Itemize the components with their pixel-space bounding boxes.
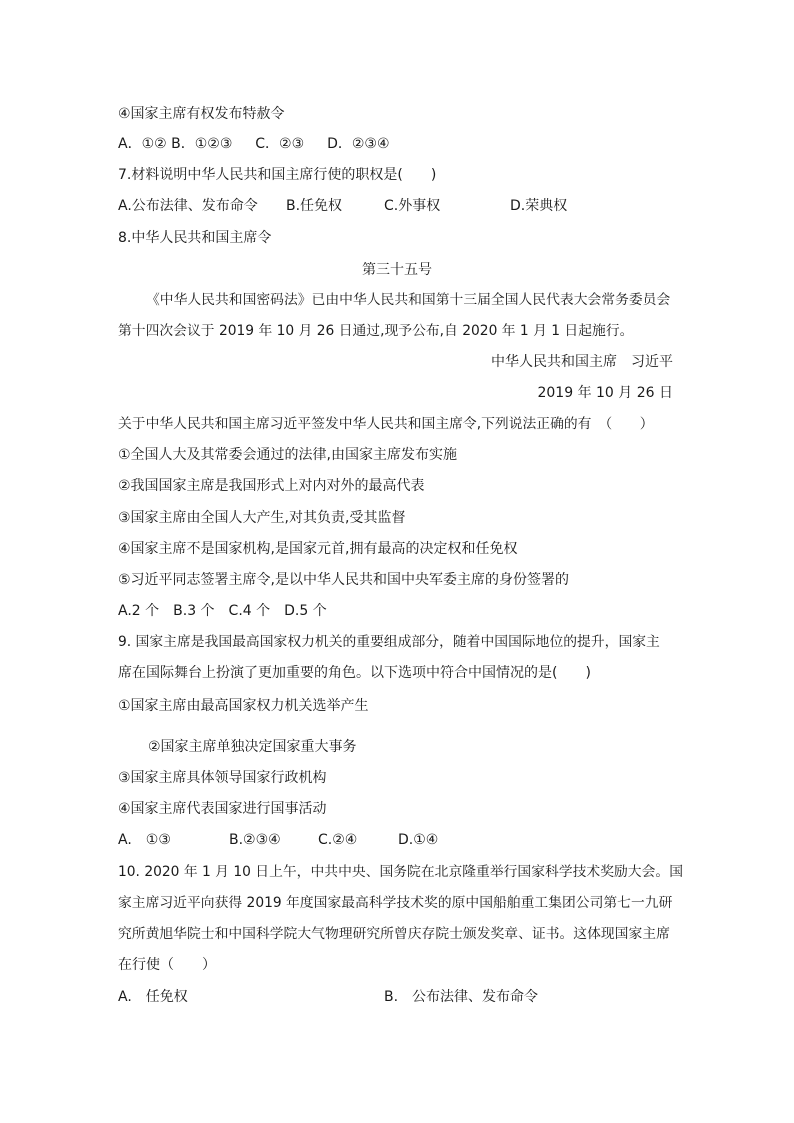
q8-item-1: ①全国人大及其常委会通过的法律,由国家主席发布实施 (118, 447, 457, 463)
q8-options: A.2 个 B.3 个 C.4 个 D.5 个 (118, 603, 327, 619)
q8-item-2: ②我国国家主席是我国形式上对内对外的最高代表 (118, 478, 425, 494)
q10-stem-line-2: 家主席习近平向获得 2019 年度国家最高科学技术奖的原中国船舶重工集团公司第七一九研 (118, 895, 673, 911)
q8-item-5: ⑤习近平同志签署主席令,是以中华人民共和国中央军委主席的身份签署的 (118, 572, 569, 588)
q7-option-b: B.任免权 (286, 198, 343, 214)
q8-stem: 关于中华人民共和国主席习近平签发中华人民共和国主席令,下列说法正确的有 （ ） (118, 416, 654, 432)
q10-option-b: B. 公布法律、发布命令 (384, 989, 539, 1005)
q9-item-4: ④国家主席代表国家进行国事活动 (118, 801, 327, 817)
q10-stem-line-1: 10. 2020 年 1 月 10 日上午，中共中央、国务院在北京隆重举行国家科学技术奖励大会。国 (118, 864, 683, 880)
q8-order-body-line-2: 第十四次会议于 2019 年 10 月 26 日通过,现予公布,自 2020 年 1 月 1 日起施行。 (118, 323, 634, 339)
q9-option-b: B.②③④ (229, 832, 281, 848)
q7-stem: 7.材料说明中华人民共和国主席行使的职权是( ) (118, 167, 437, 183)
q10-option-a: A. 任免权 (118, 989, 188, 1005)
q8-title: 8.中华人民共和国主席令 (118, 230, 272, 246)
q7-option-d: D.荣典权 (510, 198, 568, 214)
q8-date: 2019 年 10 月 26 日 (537, 385, 673, 401)
q9-option-a: A. ①③ (118, 832, 171, 848)
q7-option-c: C.外事权 (384, 198, 441, 214)
q8-order-number: 第三十五号 (362, 262, 432, 278)
q9-stem-line-2: 席在国际舞台上扮演了更加重要的角色。以下选项中符合中国情况的是( ) (118, 665, 591, 681)
q9-item-1: ①国家主席由最高国家权力机关选举产生 (118, 698, 369, 714)
q9-item-2: ②国家主席单独决定国家重大事务 (148, 739, 357, 755)
q8-signature: 中华人民共和国主席 习近平 (491, 354, 673, 370)
q8-order-body-line-1: 《中华人民共和国密码法》已由中华人民共和国第十三届全国人民代表大会常务委员会 (146, 292, 671, 308)
q9-option-c: C.②④ (318, 832, 358, 848)
q7-option-a: A.公布法律、发布命令 (118, 198, 258, 214)
q6-options: A．①② B．①②③ C．②③ D．②③④ (118, 136, 390, 152)
q10-stem-line-3: 究所黄旭华院士和中国科学院大气物理研究所曾庆存院士颁发奖章、证书。这体现国家主席 (118, 926, 670, 942)
q8-item-3: ③国家主席由全国人大产生,对其负责,受其监督 (118, 510, 406, 526)
q9-option-d: D.①④ (398, 832, 439, 848)
q9-stem-line-1: 9. 国家主席是我国最高国家权力机关的重要组成部分，随着中国国际地位的提升，国家主 (118, 634, 660, 650)
q8-item-4: ④国家主席不是国家机构,是国家元首,拥有最高的决定权和任免权 (118, 541, 518, 557)
q10-stem-line-4: 在行使（ ） (118, 957, 216, 973)
q9-item-3: ③国家主席具体领导国家行政机构 (118, 770, 327, 786)
q6-item-4: ④国家主席有权发布特赦令 (118, 106, 285, 122)
